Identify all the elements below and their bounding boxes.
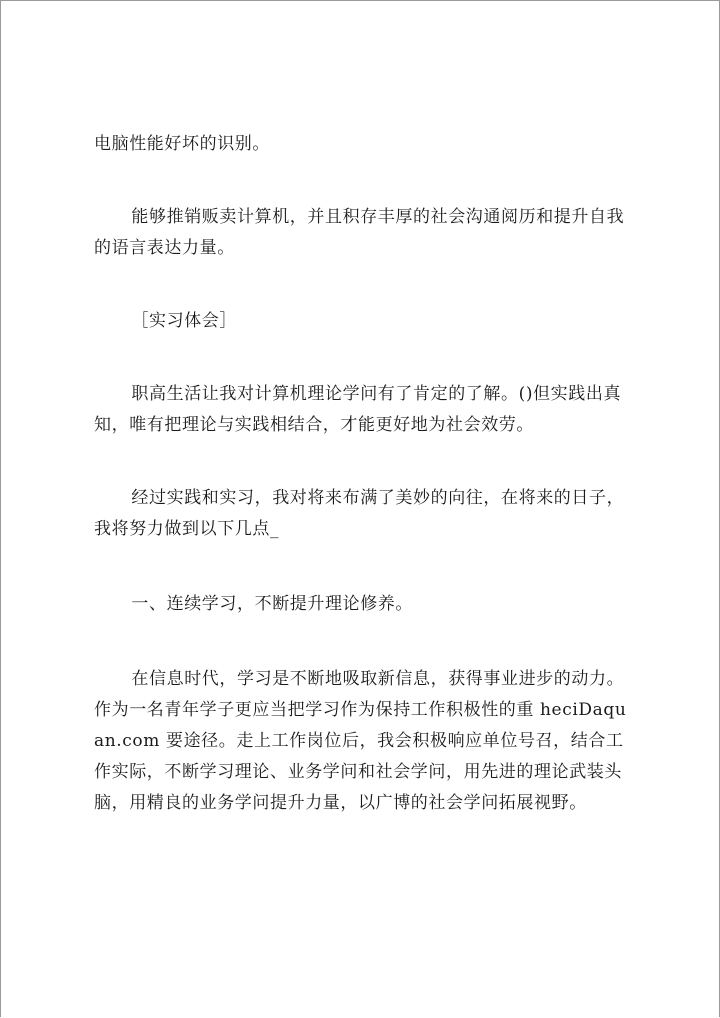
paragraph-information-age: 在信息时代，学习是不断地吸取新信息，获得事业进步的动力。作为一名青年学子更应当把学习作为保持工作积极性的重 heciDaquan.com 要途径。走上工作岗位后，我会积极响应单位号召，结合工作实际，不断学习理论、业务学问和社会学问，用先进的理论武装头脑，用精良的业务学问提升力量，以广博的社会学问拓展视野。 (94, 669, 627, 813)
paragraph-theory-practice: 职高生活让我对计算机理论学问有了肯定的了解。()但实践出真知，唯有把理论与实践相结合，才能更好地为社会效劳。 (94, 384, 622, 435)
paragraph-skills: 能够推销贩卖计算机，并且积存丰厚的社会沟通阅历和提升自我的语言表达力量。 (94, 207, 625, 258)
paragraph-continuation: 电脑性能好坏的识别。 (94, 134, 270, 154)
document-body (94, 129, 634, 819)
section-heading-internship-experience: ［实习体会］ (131, 311, 237, 331)
paragraph-future-goals: 经过实践和实习，我对将来布满了美妙的向往，在将来的日子，我将努力做到以下几点_ (94, 488, 625, 539)
list-item-continuous-learning: 一、连续学习，不断提升理论修养。 (131, 594, 413, 614)
